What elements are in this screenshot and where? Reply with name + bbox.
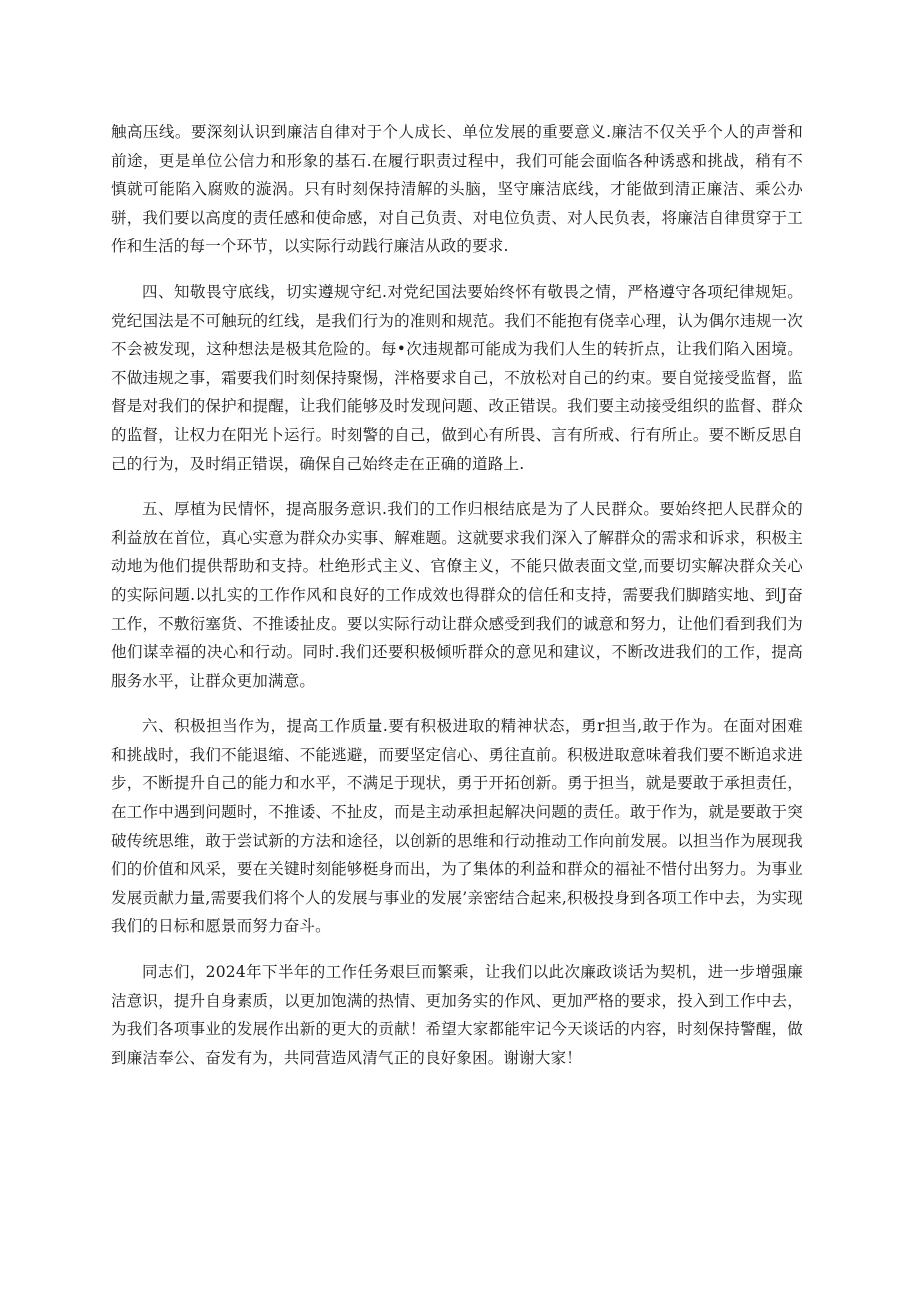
paragraph-section-five: 五、厚植为民情怀，提高服务意识.我们的工作归根结底是为了人民群众。要始终把人民群众的利益放在首位，真心实意为群众办实事、解难题。这就要求我们深入了解群众的需求和诉求，积极主动地为他们提供帮助和支持。杜绝形式主义、官僚主义，不能只做表面文堂,而要切实解决群众关心的实际问题.以扎实的工作作风和良好的工作成效也得群众的信任和支持，需要我们脚踏实地、到J奋工作，不敷衍塞货、不推诿扯皮。要以实际行动让群众感受到我们的诚意和努力，让他们看到我们为他们谋幸福的决心和行动。同时.我们还要积极倾听群众的意见和建议，不断改进我们的工作，提高服务水平，让群众更加满意。: [111, 500, 803, 690]
paragraph-continuation: 触高压线。要深刻认识到廉洁自律对于个人成长、单位发展的重要意义.廉洁不仅关乎个人的声誉和前途，更是单位公信力和形象的基石.在履行职责过程中，我们可能会面临各种诱惑和挑战，稍有不慎就可能陷入腐败的漩涡。只有时刻保持清解的头脑，坚守廉洁底线，才能做到清正廉洁、乘公办骈，我们要以高度的责任感和使命感，对自己负责、对电位负责、对人民负表，将廉洁自律贯穿于工作和生活的每一个环节，以实际行动践行廉洁从政的要求.: [111, 123, 803, 256]
paragraph-section-four: 四、知敬畏守底线，切实遵规守纪.对党纪国法要始终怀有敬畏之情，严格遵守各项纪律规矩。党纪国法是不可触玩的红线，是我们行为的准则和规范。我们不能抱有侥幸心理，认为偶尔违规一次不会被发现，这种想法是极其危险的。每•次违规都可能成为我们人生的转折点，让我们陷入困境。不做违规之事，霜要我们时刻保持聚惕，泮格要求自己，不放松对自己的约束。要自觉接受监督，监督是对我们的保护和提醒，让我们能够及时发现问题、改正错误。我们要主动接受组织的监督、群众的监督，让权力在阳光卜运行。时刻警的自己，做到心有所畏、言有所戒、行有所止。要不断反思自己的行为，及时绢正错误，确保自己始终走在正确的道路上.: [111, 282, 803, 473]
paragraph-section-six: 六、积极担当作为，提高工作质量.要有积极进取的精神状态，勇r担当,敢于作为。在面对困难和挑战时，我们不能退缩、不能逃避，而要坚定信心、勇往直前。积极进取意味着我们要不断追求进步，不断提升自己的能力和水平，不满足于现状，勇于开拓创新。勇于担当，就是要敢于承担责任，在工作中遇到问题时，不推诿、不扯皮，而是主动承担起解决问题的责任。敢于作为，就是要敢于突破传统思维，敢于尝试新的方法和途径，以创新的思维和行动推动工作向前发展。以担当作为展现我们的价值和风采，要在关键时刻能够梃身而出，为了集体的利益和群众的福祉不惜付出努力。为事业发展贡献力量,需要我们将个人的发展与事业的发展’亲密结合起来,积极投身到各项工作中去，为实现我们的日标和愿景而努力奋斗。: [111, 717, 803, 936]
document-page: [111, 118, 803, 1089]
paragraph-closing: 同志们，2024年下半年的工作任务艰巨而繁乘，让我们以此次廉政谈话为契机，进一步增强廉洁意识，提升自身素质，以更加饱满的热情、更加务实的作风、更加严格的要求，投入到工作中去，为我们各项事业的发展作出新的更大的贡献！希望大家都能牢记今天谈话的内容，时刻保持警醒，做到廉洁奉公、奋发有为，共同营造风清气正的良好象困。谢谢大家！: [111, 963, 803, 1067]
